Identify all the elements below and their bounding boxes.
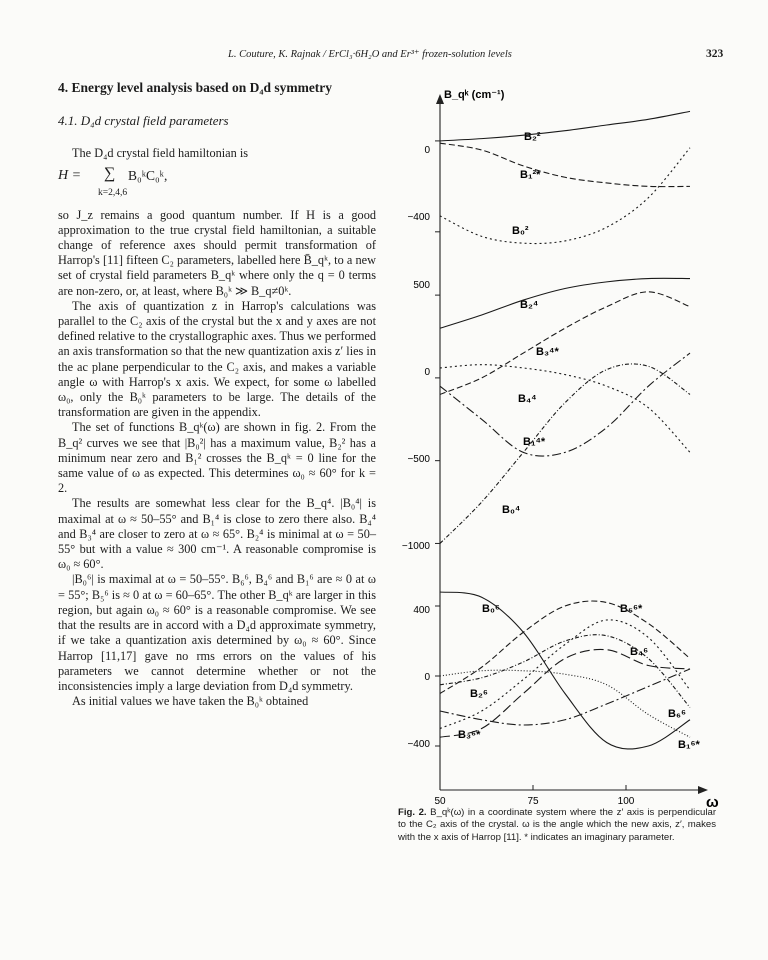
series-line [440,364,690,544]
k4-tick-label: −500 [407,454,430,465]
series-label: B₂⁴ [520,299,539,311]
series-line [440,148,690,244]
series-label: B₅⁶* [620,603,643,615]
series-label: B₄⁶ [630,646,649,658]
x-axis-arrow-icon [698,786,708,794]
subsection-title: 4.1. D₄d crystal field parameters [58,113,229,129]
x-tick-label: 50 [434,796,446,807]
series-line [440,365,690,453]
figure-caption [398,807,716,844]
series-line [440,111,690,141]
k4-tick-label: 0 [424,367,430,378]
series-line [440,278,690,328]
paragraph-3: The set of functions B_qᵏ(ω) are shown in fig. 2. From the B_q² curves we see that |B₀²| has a maximum value, B₂² has a minimum near zero and B₁² crosses the B_qᵏ = 0 line for the same value of ω as expected. This determines ω₀ ≈ 60° for k = 2. [58,420,376,496]
x-tick-label: 100 [617,796,635,807]
series-line [440,353,690,456]
paragraph-4: The results are somewhat less clear for the B_q⁴. |B₀⁴| is maximal at ω ≈ 50–55° and B₁⁴ is close to zero there also. B₄⁴ and B₃⁴ are closer to zero at ω ≈ 65°. B₂⁴ is minimal at ω = 50–55° but with a value ≈ 300 cm⁻¹. A reasonable compromise is ω₀ ≈ 60°. [58,496,376,572]
k6-tick-label: −400 [407,739,430,750]
series-line [440,292,690,395]
k4-tick-label: 500 [413,280,430,291]
series-label: B₂² [524,131,541,143]
series-label: B₆⁶ [668,708,687,720]
section-title: 4. Energy level analysis based on D₄d symmetry [58,80,333,95]
series-label: B₁²* [520,169,541,181]
equation-sum: ∑ [104,164,116,182]
y-axis-arrow-icon [436,94,444,104]
x-tick-label: 75 [527,796,539,807]
page-number: 323 [706,48,724,60]
equation-term: B₀ᵏC₀ᵏ, [128,167,168,183]
intro-paragraph: The D₄d crystal field hamiltonian is [72,146,249,161]
paragraph-1: so J_z remains a good quantum number. If H is a good approximation to the true crystal field hamiltonian, a suitable change of reference axes should permit transformation of Harrop's [11] fifteen C₂ parameters, labelled here B̄_qᵏ, to a new set of crystal field parameters B_qᵏ where only the q = 0 terms are non-zero, or, at least, where B₀ᵏ ≫ B_q≠0ᵏ. [58,207,376,298]
series-label: B₂⁶ [470,688,488,700]
k2-tick-label: 0 [424,145,430,156]
equation-subscript: k=2,4,6 [98,187,128,198]
running-head: L. Couture, K. Rajnak / ErCl₃·6H₂O and Er³⁺ frozen-solution levels [228,49,512,60]
caption-text: B_qᵏ(ω) in a coordinate system where the z′ axis is perpendicular to the C₂ axis of the crystal. ω is the angle which the new axis, z′, makes with the x axis of Harrop [11]. * indicates an imaginary parameter. [398,807,717,843]
k4-tick-label: −1000 [401,541,430,552]
paragraph-5: |B₀⁶| is maximal at ω = 50–55°. B₆⁶, B₄⁶ and B₁⁶ are ≈ 0 at ω = 55°; B₅⁶ is ≈ 0 at ω = 60–65°. The other B_qᵏ are larger in this region, but again ω₀ ≈ 60° is a reasonable compromise. We see that the results are in accord with a D₄d approximate symmetry, if we take a quantization axis determined by ω₀ ≈ 60°. Since Harrop [11,17] gave no rms errors on the values of his parameters we cannot determine whether or not the inconsistencies imply a large deviation from D₄d symmetry. [58,572,376,693]
paragraph-2: The axis of quantization z in Harrop's calculations was parallel to the C₂ axis of the crystal but the x and y axes are not defined relative to the crystallographic axes. Thus we performed an axis transformation so that the new quantization axis z′ lies in the ac plane perpendicular to the C₂ axis, and makes a variable angle ω with Harrop's x axis. We expect, for some ω labelled ω₀, only the B₀ᵏ parameters to be large. The details of the transformation are given in the appendix. [58,298,376,420]
series-label: B₀⁶ [482,603,500,615]
series-label: B₃⁶* [458,729,481,741]
k6-tick-label: 0 [424,672,430,683]
y-axis-label: B_qᵏ (cm⁻¹) [444,89,505,101]
series-line [440,670,690,737]
k6-tick-label: 400 [413,605,430,616]
series-line [440,601,690,693]
series-label: B₀⁴ [502,504,521,516]
series-label: B₃⁴* [536,346,559,358]
x-axis-label: ω [706,794,719,811]
caption-label: Fig. 2. [398,807,427,818]
series-line [440,143,690,186]
series-label: B₁⁴* [523,436,546,448]
paragraph-6: As initial values we have taken the B₀ᵏ obtained [72,694,309,709]
series-line [440,620,690,729]
series-label: B₁⁶* [678,739,700,751]
k2-tick-label: −400 [407,212,430,223]
series-label: B₀² [512,225,529,237]
series-line [440,592,690,749]
series-label: B₄⁴ [518,393,537,405]
equation-lhs: H = [58,167,82,183]
